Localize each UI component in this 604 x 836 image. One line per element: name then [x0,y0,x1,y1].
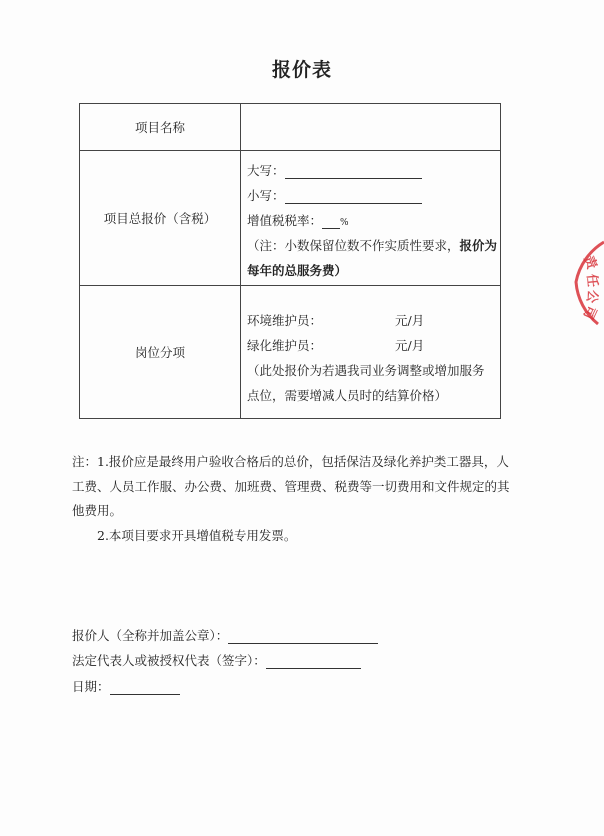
tax-rate-blank[interactable] [322,216,340,229]
xiaoxie-blank[interactable] [285,191,422,204]
date-blank[interactable] [110,682,180,695]
position-note-line2: 点位，需要增减人员时的结算价格） [247,388,448,403]
svg-text:司: 司 [579,303,599,322]
quote-table [79,103,501,419]
quoter-label: 报价人（全称并加盖公章）： [72,628,229,643]
tax-rate-line [247,211,349,229]
daxie-blank[interactable] [285,166,422,179]
tax-rate-label: 增值税税率： [247,213,323,228]
project-name-value [241,104,501,151]
positions-cell [241,286,501,419]
project-name-label: 项目名称 [80,104,241,151]
svg-text:责: 责 [580,253,599,272]
xiaoxie-label: 小写： [247,188,285,203]
price-note-line1 [247,236,497,254]
price-note-b: 报价为 [459,238,498,253]
svg-text:任: 任 [583,273,600,288]
total-price-label: 项目总报价（含税） [80,151,241,286]
note-2: 2.本项目要求开具增值税专用发票。 [97,528,297,543]
rep-blank[interactable] [266,656,361,669]
green-label: 绿化维护员： [247,338,323,353]
note-1-line3: 他费用。 [72,503,123,518]
green-unit: 元/月 [395,338,425,353]
company-seal-icon [568,238,604,328]
table-row-total-price [80,151,501,286]
xiaoxie-line [247,186,422,204]
date-label: 日期： [72,679,110,694]
green-line [247,336,424,354]
rep-line [72,653,361,669]
position-note-line1: （此处报价为若遇我司业务调整或增加服务 [247,363,485,378]
quoter-line [72,628,378,644]
note-1-line2: 工费、人员工作服、办公费、加班费、管理费、税费等一切费用和文件规定的其 [72,479,510,494]
date-line [72,679,180,695]
quoter-blank[interactable] [228,631,378,644]
table-row-project-name [80,104,501,151]
daxie-label: 大写： [247,163,285,178]
price-note-c: 每年的总服务费） [247,263,348,278]
rep-label: 法定代表人或被授权代表（签字）： [72,653,266,668]
env-line [247,311,424,329]
percent-sign: % [340,218,349,228]
price-note-line2 [247,261,347,279]
total-price-cell [241,151,501,286]
document-title: 报价表 [271,59,332,81]
note-1-line1: 注：1.报价应是最终用户验收合格后的总价，包括保洁及绿化养护类工器具，人 [72,454,509,469]
env-label: 环境维护员： [247,313,323,328]
price-note-a: （注：小数保留位数不作实质性要求， [247,238,460,253]
svg-text:公: 公 [582,288,600,305]
daxie-line [247,161,422,179]
env-unit: 元/月 [395,313,425,328]
table-row-positions [80,286,501,419]
positions-label: 岗位分项 [80,286,241,419]
